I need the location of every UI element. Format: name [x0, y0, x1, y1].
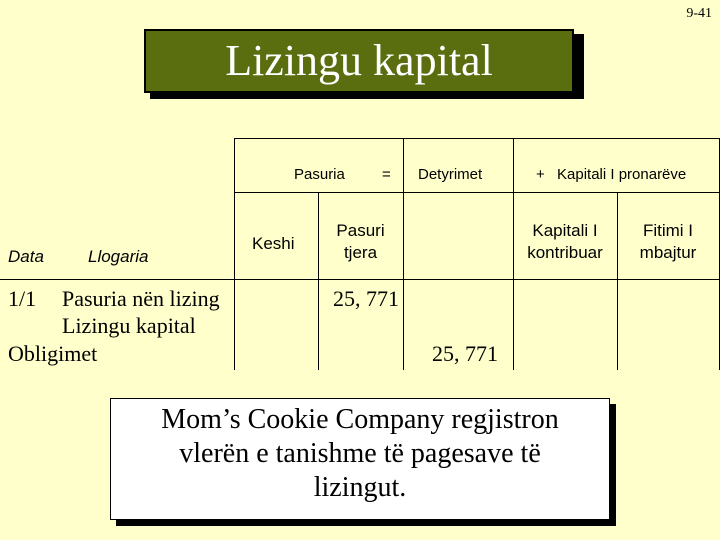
- liabilities-header: Detyrimet: [418, 166, 483, 183]
- header-bottom-rule: [0, 279, 720, 280]
- other-assets-value: 25, 771: [333, 286, 399, 311]
- callout-line-1: Mom’s Cookie Company regjistron: [161, 404, 559, 435]
- account-column-header: Llogaria: [88, 247, 149, 266]
- col-divider-5: [617, 192, 618, 370]
- header-mid-rule: [234, 192, 720, 193]
- other-assets-label-2: tjera: [343, 243, 378, 262]
- slide-title: Lizingu kapital: [144, 29, 574, 93]
- entry-date: 1/1: [8, 286, 37, 311]
- col-divider-1: [234, 138, 235, 370]
- entry-account-line-3: Obligimet: [8, 341, 98, 366]
- contributed-capital-label-1: Kapitali I: [532, 221, 598, 240]
- other-assets-label-1: Pasuri: [336, 221, 385, 240]
- date-column-header: Data: [8, 247, 44, 266]
- contributed-capital-column-header: [513, 220, 617, 264]
- retained-earnings-label-2: mbajtur: [639, 243, 697, 262]
- retained-earnings-label-1: Fitimi I: [642, 221, 694, 240]
- col-divider-3: [403, 138, 404, 370]
- plus-sign: +: [536, 166, 545, 183]
- other-assets-column-header: [318, 220, 403, 264]
- liabilities-value: 25, 771: [432, 341, 498, 366]
- header-top-rule: [234, 138, 720, 139]
- cash-column-header: Keshi: [252, 234, 295, 253]
- callout-line-2: vlerën e tanishme të pagesave të: [179, 438, 541, 469]
- entry-account-line-2: Lizingu kapital: [62, 313, 196, 338]
- contributed-capital-label-2: kontribuar: [527, 243, 603, 262]
- equals-sign: =: [382, 166, 391, 183]
- retained-earnings-column-header: [617, 220, 719, 264]
- page-number: 9-41: [686, 6, 712, 21]
- callout-box: [110, 398, 610, 520]
- assets-header: Pasuria: [294, 166, 345, 183]
- col-divider-2: [318, 192, 319, 370]
- equity-header: Kapitali I pronarëve: [557, 166, 687, 183]
- callout-line-3: lizingut.: [313, 472, 407, 503]
- entry-account-line-1: Pasuria nën lizing: [62, 286, 220, 311]
